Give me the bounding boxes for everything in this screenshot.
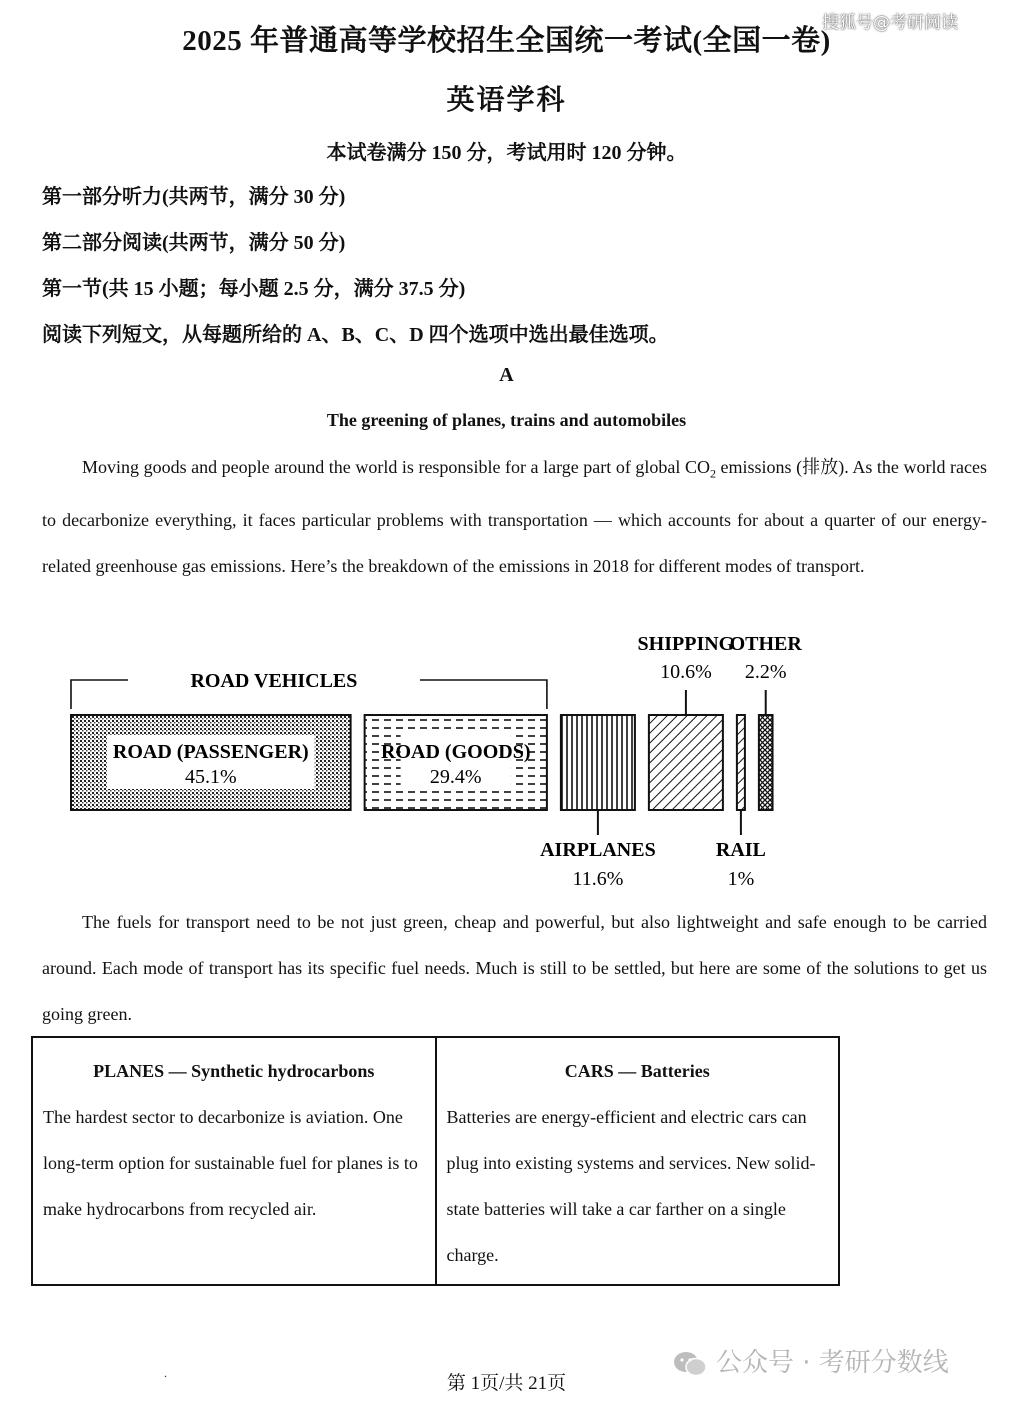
group-label-road-vehicles: ROAD VEHICLES: [190, 670, 358, 692]
bar-category-road-passenger: ROAD (PASSENGER): [112, 741, 309, 763]
watermark-bottom-text: 公众号 · 考研分数线: [716, 1348, 949, 1378]
subject-title: 英语学科: [446, 85, 567, 116]
exam-title: 2025 年普通高等学校招生全国统一考试(全国一卷): [182, 25, 831, 57]
section-part-one: 第一节(共 15 小题；每小题 2.5 分，满分 37.5 分): [42, 278, 466, 300]
cars-text: Batteries are energy-efficient and electric cars can plug into existing systems and services. New solid-state batteries will take a car farther on a single charge.: [446, 1107, 816, 1265]
bar-value-other: 2.2%: [744, 661, 787, 683]
bar-value-road-passenger: 45.1%: [184, 766, 237, 788]
planes-heading: PLANES — Synthetic hydrocarbons: [93, 1061, 375, 1081]
passage-label: A: [499, 364, 514, 386]
cars-heading: CARS — Batteries: [564, 1061, 710, 1081]
bar-value-shipping: 10.6%: [660, 661, 712, 683]
section-instructions: 阅读下列短文，从每题所给的 A、B、C、D 四个选项中选出最佳选项。: [42, 324, 669, 346]
bar-value-road-goods: 29.4%: [429, 766, 482, 788]
bar-category-airplanes: AIRPLANES: [540, 839, 656, 861]
passage-title: The greening of planes, trains and automobiles: [326, 410, 687, 430]
page-number: 第 1页/共 21页: [446, 1373, 567, 1394]
cars-cell: [436, 1037, 840, 1285]
bar-category-other: OTHER: [729, 633, 802, 655]
bar-category-road-goods: ROAD (GOODS): [381, 741, 531, 763]
bar-value-rail: 1%: [727, 868, 755, 890]
watermark-top: 搜狐号@考研阅读: [822, 13, 958, 33]
passage-paragraph-1: Moving goods and people around the world is responsible for a large part of global $CO_2$ emissions (排放). As the world races to decarbonize everything, it faces particular problems with transportation — which accounts for about a quarter of our energy-related greenhouse gas emissions. Here’s the breakdown of the emissions in 2018 for different modes of transport.: [42, 457, 987, 576]
footer-mark: .: [164, 1366, 167, 1380]
planes-text: The hardest sector to decarbonize is aviation. One long-term option for sustainable fuel for planes is to make hydrocarbons from recycled air.: [43, 1107, 418, 1219]
bar-airplanes: [561, 715, 635, 810]
passage-paragraph-2: The fuels for transport need to be not just green, cheap and powerful, but also lightweight and safe enough to be carried around. Each mode of transport has its specific fuel needs. Much is still to be settled, but here are some of the solutions to get us going green.: [42, 912, 987, 1024]
section-reading: 第二部分阅读(共两节，满分 50 分): [42, 232, 346, 254]
emissions-chart: [0, 620, 1013, 900]
bar-category-rail: RAIL: [715, 839, 766, 861]
bar-category-shipping: SHIPPING: [637, 633, 735, 655]
bar-shipping: [649, 715, 723, 810]
planes-cell: [32, 1037, 436, 1285]
solutions-table: [31, 1036, 840, 1286]
bar-value-airplanes: 11.6%: [572, 868, 624, 890]
group-bracket-right: [420, 680, 547, 709]
group-bracket-left: [71, 680, 128, 709]
bar-rail: [737, 715, 745, 810]
section-listening: 第一部分听力(共两节，满分 30 分): [42, 186, 346, 208]
bar-other: [759, 715, 773, 810]
exam-info: 本试卷满分 150 分，考试用时 120 分钟。: [326, 142, 687, 164]
